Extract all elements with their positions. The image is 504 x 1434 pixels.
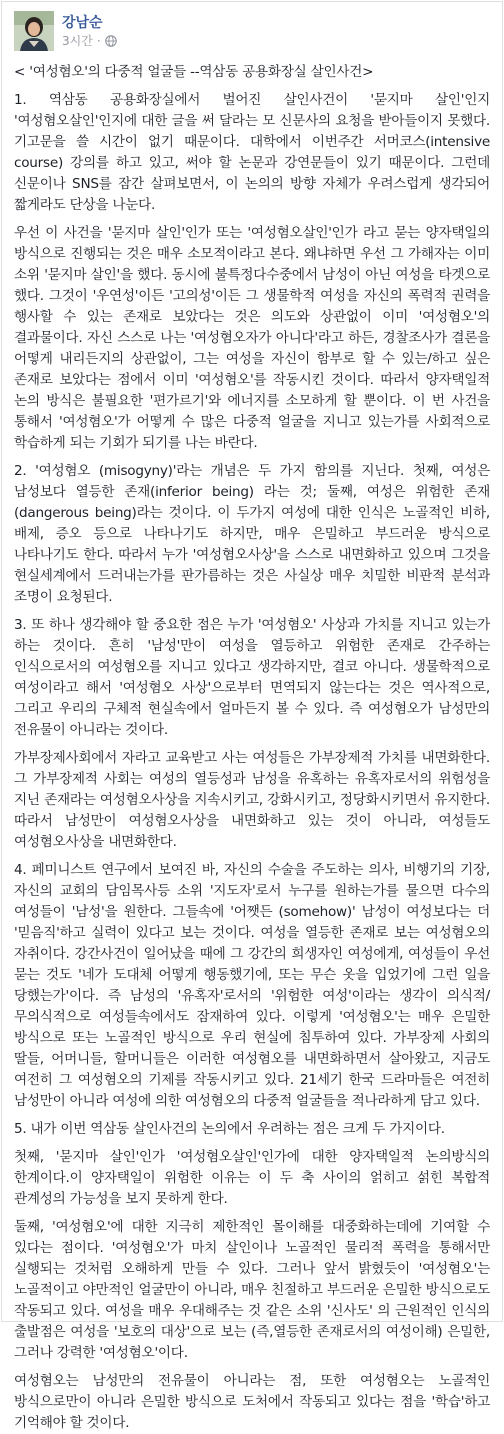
- paragraph-4: 3. 또 하나 생각해야 할 중요한 점은 누가 '여성혐오' 사상과 가치를 지니고 있는가 하는 것이다. 흔히 '남성'만이 여성을 열등하고 위험한 존재로 간주하는 인식으로서의 여성혐오를 지니고 있다고 생각하지만, 결코 아니다. 생물학적으로 여성이라고 해서 '여성혐오 사상'으로부터 면역되지 않는다는 것은 역사적으로, 그리고 우리의 구체적 현실속에서 얼마든지 볼 수 있다. 즉 여성혐오가 남성만의 전유물이 아니라는 것이다.: [14, 617, 490, 738]
- paragraph-8: 첫째, '묻지마 살인'인가 '여성혐오살인'인가에 대한 양자택일적 논의방식의 한계이다.이 양자택일이 위험한 이유는 이 두 축 사이의 얽히고 섥힌 복합적 관계성의 가능성을 보지 못하게 한다.: [14, 1149, 490, 1207]
- post-timestamp[interactable]: 3시간: [62, 34, 93, 48]
- post-card: [1, 1, 503, 1431]
- post-title: < '여성혐오'의 다중적 얼굴들 --역삼동 공용화장실 살인사건>: [14, 64, 374, 80]
- paragraph-6: 4. 페미니스트 연구에서 보여진 바, 자신의 수술을 주도하는 의사, 비행기의 기장, 자신의 교회의 담임목사등 소위 '지도자'로서 누구를 원하는가를 물으면 다수의 여성들이 '남성'을 원한다. 그들속에 '어쨋든 (somehow)' 남성이 여성보다는 더 '믿음직'하고 실력이 있다고 보는 것이다. 여성을 열등한 존재로 보는 여성혐오의 자취이다. 강간사건이 일어났을 때에 그 강간의 희생자인 여성에게, 여성들이 우선 묻는 것도 '네가 도대체 어떻게 행동했기에, 또는 무슨 옷을 입었기에 그런 일을 당했는가'이다. 즉 남성의 '유혹자'로서의 '위험한 여성'이라는 생각이 의식적/무의식적으로 여성들속에서도 잠재하여 있다. 이렇게 '여성혐오'는 매우 은밀한 방식으로 또는 노골적인 방식으로 우리 현실에 침투하여 있다. 가부장제 사회의 딸들, 어머니들, 할머니들은 이러한 여성혐오를 내면화하면서 살아왔고, 지금도 여전히 그 여성혐오의 기제를 작동시키고 있다. 21세기 한국 드라마들은 여전히 남성만이 아니라 여성에 의한 여성혐오의 다중적 얼굴들을 적나라하게 담고 있다.: [14, 862, 490, 1109]
- profile-photo: [14, 11, 54, 51]
- post-body: [2, 54, 502, 1434]
- author-name[interactable]: 강남순: [62, 15, 103, 31]
- post-meta: [62, 11, 117, 49]
- paragraph-3: 2. '여성혐오 (misogyny)'라는 개념은 두 가지 함의를 지닌다. 첫째, 여성은 남성보다 열등한 존재(inferior being) 라는 것; 둘째, 여성은 위험한 존재(dangerous being)라는 것이다. 이 두가지 여성에 대한 인식은 노골적인 비하, 배제, 증오 등으로 나타나기도 하지만, 매우 은밀하고 부드러운 방식으로 나타나기도 한다. 따라서 누가 '여성혐오사상'을 스스로 내면화하고 있으며 그것을 현실세계에서 드러내는가를 판가름하는 것은 사실상 매우 치밀한 비판적 분석과 조명이 요청된다.: [14, 463, 490, 605]
- separator-dot: ·: [96, 34, 101, 48]
- paragraph-5: 가부장제사회에서 자라고 교육받고 사는 여성들은 가부장제적 가치를 내면화한다. 그 가부장제적 사회는 여성의 열등성과 남성을 유혹하는 유혹자로서의 위험성을 지닌 존재라는 여성혐오사상을 지속시키고, 강화시키고, 정당화시키면서 유지한다. 따라서 남성만이 여성혐오사상을 내면화하고 있는 것이 아니라, 여성들도 여성혐오사상을 내면화한다.: [14, 750, 490, 850]
- post-header: [2, 2, 502, 54]
- globe-icon[interactable]: [105, 35, 117, 47]
- paragraph-7: 5. 내가 이번 역삼동 살인사건의 논의에서 우려하는 점은 크게 두 가지이다.: [14, 1121, 445, 1137]
- paragraph-1: 1. 역삼동 공용화장실에서 벌어진 살인사건이 '묻지마 살인'인지 '여성혐오살인'인지에 대한 글을 써 달라는 모 신문사의 요청을 받아들이지 못했다. 기고문을 쓸 시간이 없기 때문이다. 대학에서 이번주간 서머코스(intensive course) 강의를 하고 있고, 써야 할 논문과 강연문들이 있기 때문이다. 그런데 신문이나 SNS를 잠간 살펴보면서, 이 논의의 방향 자체가 우려스럽게 생각되어 짧게라도 단상을 나눈다.: [14, 92, 490, 213]
- post-subline: [62, 33, 117, 49]
- paragraph-9: 둘째, '여성혐오'에 대한 지극히 제한적인 몰이해를 대중화하는데에 기여할 수 있다는 점이다. '여성혐오'가 마치 살인이나 노골적인 물리적 폭력을 통해서만 실행되는 것처럼 오해하게 만들 수 있다. 그러나 앞서 밝혔듯이 '여성혐오'는 노골적이고 야만적인 얼굴만이 아니라, 매우 친절하고 부드러운 은밀한 방식으로도 작동되고 있다. 여성을 매우 우대해주는 것 같은 소위 '신사도' 의 근원적인 인식의 출발점은 여성을 '보호의 대상'으로 보는 (즉,열등한 존재로서의 여성이해) 은밀한, 그러나 강력한 '여성혐오'이다.: [14, 1219, 490, 1361]
- paragraph-10: 여성혐오는 남성만의 전유물이 아니라는 점, 또한 여성혐오는 노골적인 방식으로만이 아니라 은밀한 방식으로 도처에서 작동되고 있다는 점을 '학습'하고 기억해야 할 것이다.: [14, 1373, 490, 1431]
- paragraph-2: 우선 이 사건을 '묻지마 살인'인가 또는 '여성혐오살인'인가 라고 묻는 양자택일의 방식으로 진행되는 것은 매우 소모적이라고 본다. 왜냐하면 우선 그 가해자는 이미 소위 '묻지마 살인'을 했다. 동시에 불특정다수중에서 남성이 아닌 여성을 타겟으로 했다. 그것이 '우연성'이든 '고의성'이든 그 생물학적 여성을 자신의 폭력적 권력을 행사할 수 있는 존재로 보았다는 것은 의도와 상관없이 이미 '여성혐오'의 결과물이다. 자신 스스로 나는 '여성혐오자가 아니다'라고 하든, 경찰조사가 결론을 어떻게 내리든지의 상관없이, 그는 여성을 자신이 함부로 할 수 있는/하고 싶은 존재로 보았다는 점에서 이미 '여성혐오'를 작동시킨 것이다. 따라서 양자택일적 논의 방식은 불필요한 '편가르기'와 에너지를 소모하게 할 뿐이다. 이 번 사건을 통해서 '여성혐오'가 어떻게 수 많은 다중적 얼굴을 지니고 있는가를 사회적으로 학습하게 되는 기회가 되기를 나는 바란다.: [14, 225, 490, 451]
- avatar[interactable]: [14, 11, 54, 51]
